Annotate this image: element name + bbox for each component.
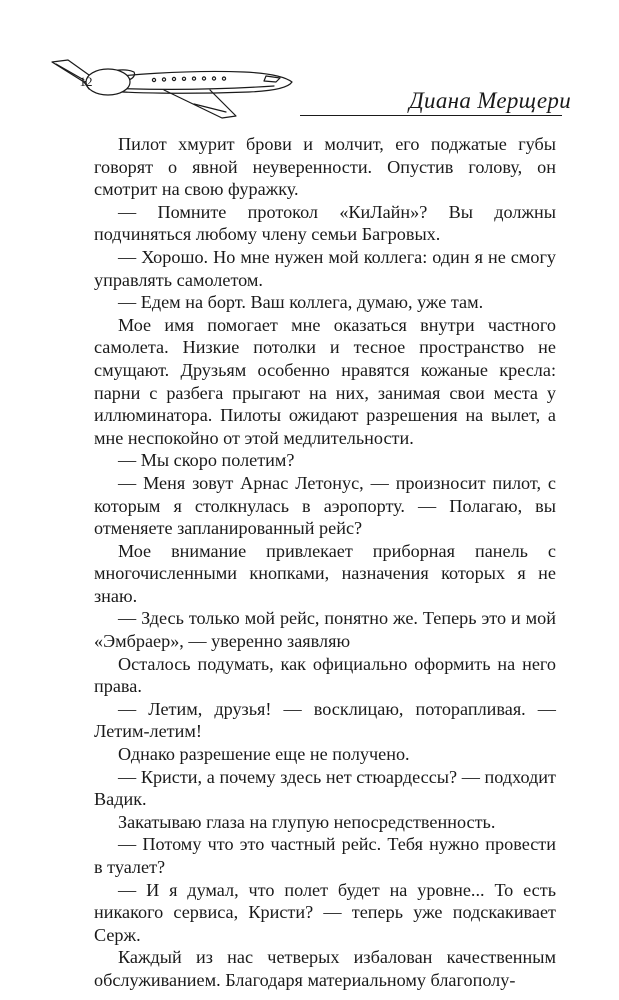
paragraph: — И я думал, что полет будет на уровне... То есть никакого сервиса, Кристи? — теперь уже подскакивает Серж. [94,879,556,945]
paragraph: — Едем на борт. Ваш коллега, думаю, уже там. [118,292,484,313]
page-text [94,133,556,992]
paragraph: — Мы скоро полетим? [118,450,295,471]
paragraph: — Меня зовут Арнас Летонус, — произносит пилот, с которым я столкнулась в аэропорту. — Полагаю, вы отменяете запланированный рейс? [94,472,556,539]
paragraph: — Здесь только мой рейс, понятно же. Теперь это и мой «Эмбраер», — уверенно заявляю [94,608,556,652]
paragraph: — Помните протокол «КиЛайн»? Вы должны подчиняться любому члену семьи Багровых. [94,201,556,245]
header-rule [300,115,562,116]
airplane-illustration [44,44,304,120]
paragraph: Закатываю глаза на глупую непосредственность. [118,811,496,832]
paragraph: — Потому что это частный рейс. Тебя нужно провести в туалет? [94,834,556,877]
paragraph: Мое внимание привлекает приборная панель с многочисленными кнопками, назначения которых я не знаю. [94,540,556,606]
paragraph: — Летим, друзья! — восклицаю, поторапливая. — Летим-летим! [94,698,556,742]
paragraph: — Хорошо. Но мне нужен мой коллега: один я не смогу управлять самолетом. [94,246,556,290]
paragraph: Каждый из нас четверых избалован качественным обслуживанием. Благодаря материальному благополу- [94,947,556,990]
paragraph: Мое имя помогает мне оказаться внутри частного самолета. Низкие потолки и тесное пространство не смущают. Друзьям особенно нравятся кожаные кресла: парни с разбега прыгают на них, занимая свои места у иллюминатора. Пилоты ожидают разрешения на вылет, а мне неспокойно от этой медлительности. [94,314,556,448]
running-header-author: Диана Мерщери [409,88,571,113]
page-number: 12 [79,74,93,89]
paragraph: Осталось подумать, как официально оформить на него права. [94,653,556,697]
paragraph: Пилот хмурит брови и молчит, его поджатые губы говорят о явной неуверенности. Опустив голову, он смотрит на свою фуражку. [94,134,556,200]
paragraph: — Кристи, а почему здесь нет стюардессы? — подходит Вадик. [94,766,556,810]
paragraph: Однако разрешение еще не получено. [118,744,410,765]
page-number-badge [64,75,108,89]
